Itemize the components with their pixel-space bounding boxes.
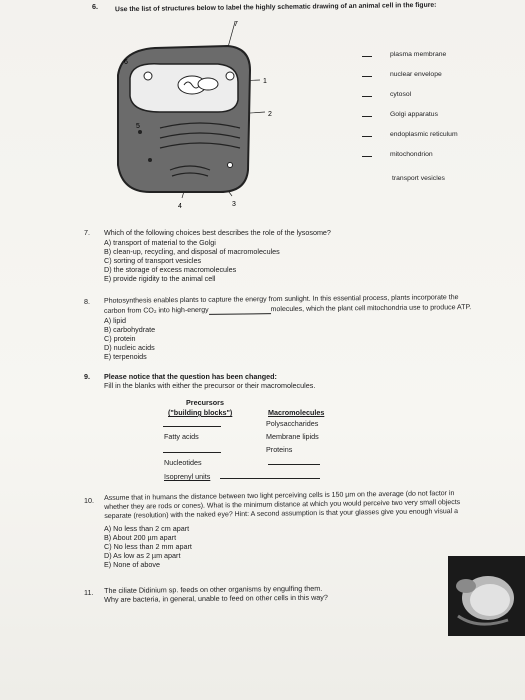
structure-label: mitochondrion (390, 151, 433, 158)
vesicle-shape (144, 72, 152, 80)
ribosome-dot (138, 130, 142, 134)
q10-line: Assume that in humans the distance between two light perceiving cells is 150 µm on the average (do not factor in (104, 490, 455, 502)
q7-option-d[interactable]: D) the storage of excess macromolecules (104, 265, 237, 274)
q10-number: 10. (84, 496, 94, 505)
q9-right-3: Proteins (266, 445, 293, 454)
structure-row (362, 174, 522, 194)
q8-number: 8. (84, 297, 90, 306)
structure-row (362, 110, 522, 130)
q11-line: Why are bacteria, in general, unable to feed on other cells in this way? (104, 592, 328, 604)
structure-label: plasma membrane (390, 51, 447, 58)
q9-blank-left-2[interactable] (163, 452, 221, 453)
structure-label: cytosol (390, 91, 412, 98)
structure-row (362, 70, 522, 90)
answer-blank[interactable] (362, 96, 372, 97)
q8-option-b[interactable]: B) carbohydrate (104, 325, 156, 334)
q9-col1-head: Precursors (186, 398, 224, 407)
q9-blank-left-1[interactable] (163, 426, 221, 427)
q7-option-c[interactable]: C) sorting of transport vesicles (104, 256, 202, 265)
q11-number: 11. (84, 588, 94, 597)
q8-line2-start: carbon from CO₂ into high-energy (103, 306, 209, 315)
q7-option-a[interactable]: A) transport of material to the Golgi (104, 238, 216, 247)
q10-option-d[interactable]: D) As low as 2 µm apart (104, 551, 181, 560)
q10-line: separate (resolution) with the naked eye? Hint: A second assumption is that your glasses give you enough visual a (104, 508, 459, 520)
didinium-micrograph (448, 556, 525, 636)
q10-option-b[interactable]: B) About 200 µm apart (104, 533, 177, 542)
q9-left-1: Fatty acids (164, 432, 199, 441)
q10-option-e[interactable]: E) None of above (104, 560, 160, 569)
vesicle-shape (226, 72, 234, 80)
label-4: 4 (178, 203, 182, 210)
structure-row (362, 130, 522, 150)
q9-col1-sub: ("building blocks") (168, 408, 233, 417)
q9-title: Please notice that the question has been changed: (104, 372, 277, 381)
q9-blank-right-1[interactable] (268, 464, 320, 465)
structure-row (362, 150, 522, 174)
q10-text (104, 489, 460, 521)
q11-text (104, 584, 328, 604)
answer-blank[interactable] (362, 136, 372, 137)
q7-number: 7. (84, 228, 90, 237)
q9-number: 9. (84, 372, 90, 381)
cell-diagram (100, 20, 300, 210)
answer-blank[interactable] (362, 116, 372, 117)
structure-label: transport vesicles (392, 175, 445, 182)
label-3: 3 (232, 201, 236, 208)
label-1: 1 (263, 78, 267, 85)
structure-row (362, 90, 522, 110)
q8-answer-blank[interactable] (209, 305, 271, 315)
structure-row (362, 50, 522, 70)
q8-option-d[interactable]: D) nucleic acids (104, 343, 155, 352)
label-2: 2 (268, 111, 272, 118)
q7-prompt: Which of the following choices best describes the role of the lysosome? (104, 228, 331, 237)
q10-options (104, 524, 192, 569)
structure-label: Golgi apparatus (390, 111, 438, 118)
q10-line: whether they are rods or cones). What is the minimum distance at which you would perceive two very small objects (104, 499, 461, 511)
q8-line1: Photosynthesis enables plants to capture the energy from sunlight. In this essential process, plants incorporate the (103, 294, 459, 305)
label-5: 5 (136, 123, 140, 130)
q8-option-c[interactable]: C) protein (104, 334, 136, 343)
q7-options (104, 238, 280, 283)
q9-right-1: Polysaccharides (266, 419, 319, 428)
q7-option-b[interactable]: B) clean-up, recycling, and disposal of macromolecules (104, 247, 280, 256)
q11-line: The ciliate Didinium sp. feeds on other organisms by engulfing them. (104, 583, 323, 595)
structure-list (362, 50, 522, 194)
q8-options (104, 316, 155, 361)
q8-option-a[interactable]: A) lipid (104, 316, 126, 325)
mitochondrion-shape (198, 78, 218, 90)
q9-instruction: Fill in the blanks with either the precursor or their macromolecules. (104, 381, 316, 390)
q9-col2-head: Macromolecules (268, 408, 325, 417)
ribosome-dot (148, 158, 152, 162)
q10-option-c[interactable]: C) No less than 2 mm apart (104, 542, 192, 551)
q8-option-e[interactable]: E) terpenoids (104, 352, 147, 361)
answer-blank[interactable] (362, 76, 372, 77)
structure-label: nuclear envelope (390, 71, 442, 78)
answer-blank[interactable] (362, 156, 372, 157)
label-6: 6 (124, 59, 128, 66)
q9-right-2: Membrane lipids (266, 432, 319, 441)
q6-prompt: Use the list of structures below to label the highly schematic drawing of an animal cell in the figure: (114, 1, 437, 14)
q8-line2-end: molecules, which the plant cell mitochondria use to produce ATP. (270, 304, 472, 314)
q9-left-2: Nucleotides (164, 458, 202, 467)
structure-label: endoplasmic reticulum (390, 131, 458, 138)
q6-number: 6. (92, 2, 98, 11)
vesicle-shape (228, 163, 233, 168)
answer-blank[interactable] (362, 56, 372, 57)
label-7: 7 (234, 21, 238, 28)
q9-left-3: Isoprenyl units (164, 472, 211, 481)
q9-blank-right-2[interactable] (220, 478, 320, 479)
q10-option-a[interactable]: A) No less than 2 cm apart (104, 524, 190, 533)
q7-option-e[interactable]: E) provide rigidity to the animal cell (104, 274, 216, 283)
